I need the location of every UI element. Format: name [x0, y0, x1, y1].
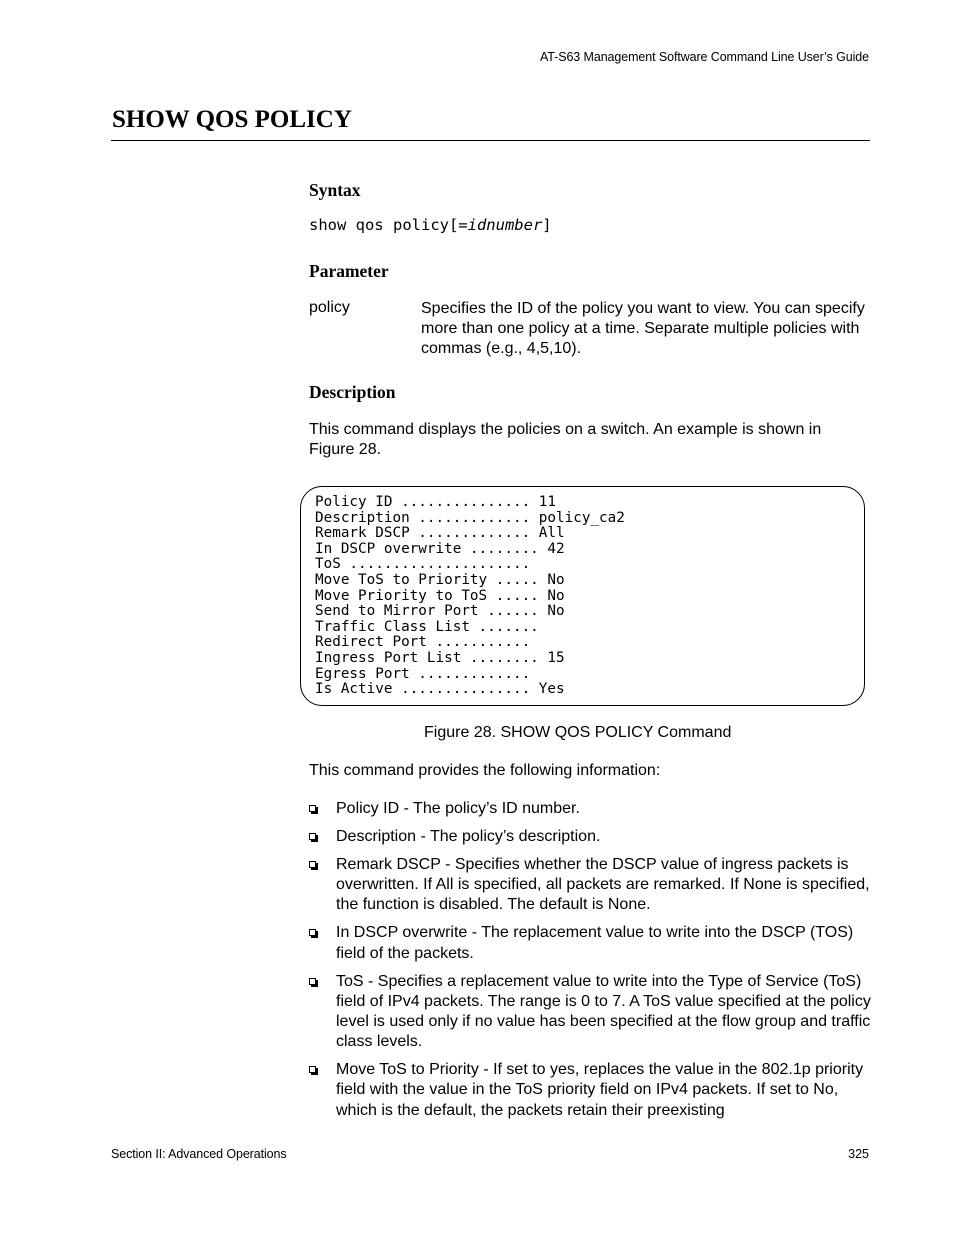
syntax-command: [309, 216, 552, 234]
checkbox-bullet-icon: [309, 805, 316, 812]
checkbox-bullet-icon: [309, 833, 316, 840]
example-output-box: [300, 486, 865, 706]
syntax-command-text: show qos policy[=: [309, 216, 468, 234]
list-item-text: Remark DSCP - Specifies whether the DSCP value of ingress packets is overwritten. If All is specified, all packets are remarked. If None is specified, the function is disabled. The default is None.: [336, 856, 870, 914]
list-item: [309, 923, 871, 963]
info-intro: This command provides the following information:: [309, 762, 661, 779]
description-text: This command displays the policies on a switch. An example is shown in Figure 28.: [309, 421, 822, 459]
list-item: [309, 1060, 871, 1121]
list-item-text: ToS - Specifies a replacement value to write into the Type of Service (ToS) field of IPv4 packets. The range is 0 to 7. A ToS value specified at the policy level is used only if no value has been specified at the flow group and traffic class levels.: [336, 972, 871, 1051]
list-item-text: In DSCP overwrite - The replacement value to write into the DSCP (TOS) field of the packets.: [336, 924, 854, 962]
parameter-description: Specifies the ID of the policy you want to view. You can specify more than one policy at a time. Separate multiple policies with commas (e.g., 4,5,10).: [421, 300, 865, 358]
output-line: Ingress Port List ........ 15: [315, 649, 565, 666]
section-title: SHOW QOS POLICY: [112, 106, 352, 133]
checkbox-bullet-icon: [309, 1066, 316, 1073]
output-line: Move Priority to ToS ..... No: [315, 587, 565, 604]
output-line: ToS .....................: [315, 556, 531, 573]
output-line: Redirect Port ...........: [315, 634, 531, 651]
list-item: [309, 799, 871, 819]
page-number: 325: [848, 1147, 869, 1161]
output-line: Traffic Class List .......: [315, 618, 539, 635]
output-line: Is Active ............... Yes: [315, 681, 565, 698]
syntax-close: ]: [542, 216, 552, 234]
running-header: AT-S63 Management Software Command Line User’s Guide: [540, 50, 869, 64]
syntax-heading: Syntax: [309, 180, 361, 200]
list-item-text: Description - The policy’s description.: [336, 828, 601, 845]
parameter-name: policy: [309, 299, 350, 316]
output-line: Description ............. policy_ca2: [315, 509, 625, 526]
info-list: [309, 799, 871, 1129]
syntax-argument: idnumber: [467, 216, 543, 234]
output-line: Move ToS to Priority ..... No: [315, 571, 565, 588]
output-line: Remark DSCP ............. All: [315, 525, 565, 542]
list-item-text: Policy ID - The policy’s ID number.: [336, 800, 580, 817]
description-heading: Description: [309, 382, 396, 402]
footer-section: Section II: Advanced Operations: [111, 1147, 287, 1161]
checkbox-bullet-icon: [309, 929, 316, 936]
checkbox-bullet-icon: [309, 861, 316, 868]
output-line: In DSCP overwrite ........ 42: [315, 540, 565, 557]
parameter-heading: Parameter: [309, 261, 389, 281]
checkbox-bullet-icon: [309, 978, 316, 985]
figure-caption: Figure 28. SHOW QOS POLICY Command: [424, 724, 732, 741]
output-line: Policy ID ............... 11: [315, 494, 557, 510]
list-item: [309, 827, 871, 847]
output-line: Send to Mirror Port ...... No: [315, 603, 565, 620]
list-item-text: Move ToS to Priority - If set to yes, replaces the value in the 802.1p priority field with the value in the ToS priority field on IPv4 packets. If set to No, which is the default, the packets retain their preexisting: [336, 1061, 864, 1119]
list-item: [309, 855, 871, 916]
example-output: [315, 495, 625, 698]
title-rule: [111, 140, 870, 141]
output-line: Egress Port .............: [315, 665, 531, 682]
list-item: [309, 972, 871, 1053]
